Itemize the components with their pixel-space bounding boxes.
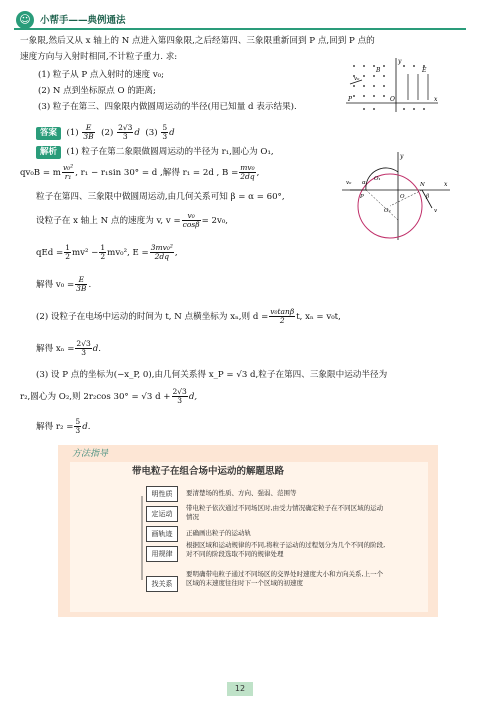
problem-line-2: 速度方向与入射时相同,不计粒子重力. 求: [20,52,178,62]
step-2-text: 带电粒子依次通过不同场区时,由受力情况确定粒子在不同区域的运动情况 [186,504,384,521]
fig2-n-label: N [420,182,425,188]
answer-tag: 答案 [36,127,61,140]
step-1-text: 要清楚场的性质、方向、强弱、范围等 [186,489,297,497]
brand-logo-icon: ☺ [16,11,34,29]
analysis-line-8: 解得 xₙ = $\frac{2√3}{3}$ d. [36,339,101,357]
trajectory-diagram-figure [340,150,452,242]
step-3-box: 画轨迹 [146,526,178,542]
field-diagram-figure [346,56,442,114]
fig2-o2-label: O₂ [384,208,391,214]
method-guide-heading: 带电粒子在组合场中运动的解题思路 [132,466,285,477]
fig1-v0-label: v₀ [354,76,360,82]
fig1-b-label: B [376,67,381,74]
answer-1-label: (1) [66,127,79,138]
fig2-beta-label: β [426,194,430,200]
step-5-box: 找关系 [146,576,178,592]
question-3: (3) 粒子在第三、四象限内做圆周运动的半径(用已知量 d 表示结果). [38,102,297,112]
answer-3-fraction: $\frac{5}{3}$ [162,123,168,141]
answer-1-fraction: $\frac{E}{3B}$ [83,123,94,141]
analysis-line-5: qEd = $\frac{1}{2}$ mv² − $\frac{1}{2}$ mv₀², E = $\frac{\text{3mv₀²}}{2dq}$ , [36,243,178,261]
analysis-line-1: 解析 (1) 粒子在第二象限做圆周运动的半径为 r₁,圆心为 O₁, [36,146,274,159]
fig1-x-label: x [434,96,438,103]
fig1-o-label: O [390,96,395,103]
question-1: (1) 粒子从 P 点入射时的速度 v₀; [38,70,165,80]
analysis-line-9: (3) 设 P 点的坐标为(−x_P, 0),由几何关系得 x_P = √3 d,粒子在第四、三象限中运动半径为 [36,370,388,380]
fig1-e-label: E [422,67,427,74]
analysis-line-11: 解得 r₂ = $\frac{5}{3}$ d. [36,417,91,435]
step-5-text: 要明确带电粒子通过不同场区的交界处时速度大小和方向关系,上一个区域的末速度往往时下一个区域的初速度 [186,570,384,587]
problem-line-1: 一象限,然后又从 x 轴上的 N 点进入第四象限,之后经第四、三象限重新回到 P 点,回到 P 点的 [20,36,375,46]
analysis-line-6: 解得 v₀ = $\frac{E}{3B}$ . [36,275,92,293]
analysis-tag: 解析 [36,146,61,159]
analysis-line-2: qv₀B = m $\frac{\text{v₀²}}{\text{r₁}}$ , r₁ − r₁sin 30° = d ,解得 r₁ = 2d , B = $\frac{\text{mv₀}}{2dq}$ , [20,163,260,181]
step-1-box: 明性质 [146,486,178,502]
analysis-line-3: 粒子在第四、三象限中做圆周运动,由几何关系可知 β = α = 60°, [36,192,285,202]
step-4-text: 根据区域和运动规律的不同,将粒子运动的过程划分为几个不同的阶段,对不同的阶段选取不同的规律处理 [186,541,386,558]
fig2-y-label: y [400,153,404,160]
analysis-line-10: r₂,圆心为 O₂,则 2r₂cos 30° = √3 d + $\frac{2√3}{3}$ d, [20,387,198,405]
fig1-p-label: P [348,96,353,103]
answer-row: 答案 (1) $\frac{E}{3B}$ (2) $\frac{2√3}{3}$ d (3) $\frac{5}{3}$ d [36,124,175,141]
fig2-alpha-label: α [362,180,366,186]
question-2: (2) N 点到坐标原点 O 的距离; [38,86,156,96]
fig2-o1-label: O₁ [374,176,381,182]
answer-2-fraction: $\frac{2√3}{3}$ [118,123,133,141]
fig2-v-label: v [434,208,438,214]
fig2-v0-label: v₀ [346,180,352,186]
answer-3-label: (3) [145,127,158,138]
analysis-line-7: (2) 设粒子在电场中运动的时间为 t, N 点横坐标为 xₙ,则 d = $\frac{\text{v₀tanβ}}{2}$ t, xₙ = v₀t, [36,307,341,325]
fig2-o-label: O [400,194,405,200]
page-number: 12 [227,682,253,696]
step-4-box: 用规律 [146,546,178,562]
method-guide-title: 方法指导 [72,449,109,459]
header-divider [14,28,466,30]
step-3-text: 正确画出粒子的运动轨 [186,529,251,537]
step-2-box: 定运动 [146,506,178,522]
fig2-p-label: P [360,194,364,200]
answer-2-label: (2) [101,127,114,138]
fig1-y-label: y [398,58,402,65]
analysis-line-4: 设粒子在 x 轴上 N 点的速度为 v, v = $\frac{\text{v₀}}{\cos\beta}$ = 2v₀, [36,211,228,229]
header-title: 小帮手——典例通法 [40,15,126,26]
fig2-x-label: x [444,181,448,188]
